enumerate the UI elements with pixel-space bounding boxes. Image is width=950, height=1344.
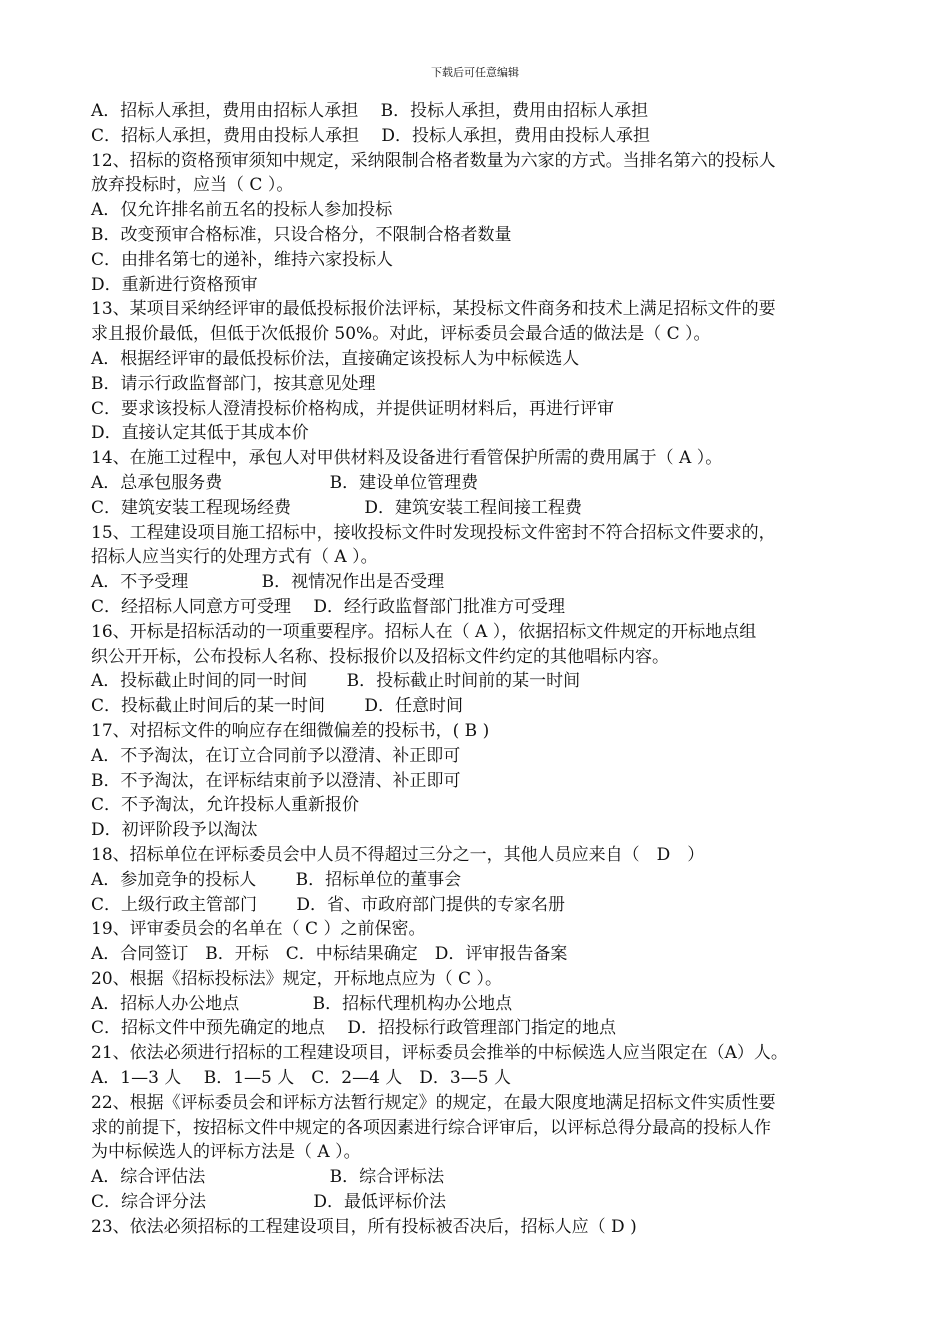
text-line: C．要求该投标人澄清投标价格构成，并提供证明材料后，再进行评审 — [91, 398, 615, 419]
text-line: 织公开开标，公布投标人名称、投标报价以及招标文件约定的其他唱标内容。 — [91, 646, 669, 667]
text-line: C．招标文件中预先确定的地点 D．招投标行政管理部门指定的地点 — [91, 1018, 617, 1039]
text-line: 放弃投标时，应当（ C ）。 — [91, 175, 294, 196]
text-line: A．不予淘汰，在订立合同前予以澄清、补正即可 — [91, 745, 461, 766]
page-header: 下载后可任意编辑 — [431, 66, 519, 79]
text-line: 19、评审委员会的名单在（ C ）之前保密。 — [91, 919, 426, 940]
text-line: A．根据经评审的最低投标价法，直接确定该投标人为中标候选人 — [91, 348, 580, 369]
text-line: A．投标截止时间的同一时间 B．投标截止时间前的某一时间 — [91, 671, 581, 692]
text-line: 20、根据《招标投标法》规定，开标地点应为（ C ）。 — [91, 968, 502, 989]
text-line: 求的前提下，按招标文件中规定的各项因素进行综合评审后，以评标总得分最高的投标人作 — [91, 1117, 771, 1138]
text-line: C．经招标人同意方可受理 D．经行政监督部门批准方可受理 — [91, 596, 566, 617]
text-line: A．参加竞争的投标人 B．招标单位的董事会 — [91, 869, 462, 890]
text-line: B．不予淘汰，在评标结束前予以澄清、补正即可 — [91, 770, 461, 791]
text-line: B．改变预审合格标准，只设合格分，不限制合格者数量 — [91, 224, 512, 245]
text-line: C．上级行政主管部门 D．省、市政府部门提供的专家名册 — [91, 894, 566, 915]
text-line: A．招标人办公地点 B．招标代理机构办公地点 — [91, 993, 513, 1014]
text-line: A．综合评估法 B．综合评标法 — [91, 1167, 445, 1188]
text-line: 招标人应当实行的处理方式有（ A ）。 — [91, 547, 378, 568]
text-line: A．招标人承担，费用由招标人承担 B．投标人承担，费用由招标人承担 — [91, 101, 649, 121]
text-line: 12、招标的资格预审须知中规定，采纳限制合格者数量为六家的方式。当排名第六的投标人 — [91, 150, 776, 171]
text-line: C．招标人承担，费用由投标人承担 D．投标人承担，费用由投标人承担 — [91, 125, 651, 146]
text-line: C．投标截止时间后的某一时间 D．任意时间 — [91, 696, 464, 717]
text-line: 14、在施工过程中，承包人对甲供材料及设备进行看管保护所需的费用属于（ A ）。 — [91, 448, 723, 469]
text-line: 求且报价最低，但低于次低报价 50%。对此，评标委员会最合适的做法是（ C ）。 — [91, 324, 711, 345]
text-line: A．不予受理 B．视情况作出是否受理 — [91, 572, 445, 593]
text-line: C．综合评分法 D．最低评标价法 — [91, 1192, 447, 1213]
text-line: C．由排名第七的递补，维持六家投标人 — [91, 249, 394, 270]
text-line: A．仅允许排名前五名的投标人参加投标 — [91, 200, 393, 221]
document-body — [91, 99, 871, 1240]
text-line: A．合同签订 B．开标 C．中标结果确定 D．评审报告备案 — [91, 944, 568, 965]
text-line: D．重新进行资格预审 — [91, 274, 258, 295]
text-line: 21、依法必须进行招标的工程建设项目，评标委员会推举的中标候选人应当限定在（A）人。 — [91, 1043, 788, 1064]
text-line: C．不予淘汰，允许投标人重新报价 — [91, 795, 360, 816]
text-line: A．1—3 人 B．1—5 人 C．2—4 人 D．3—5 人 — [91, 1068, 511, 1089]
text-line: B．请示行政监督部门，按其意见处理 — [91, 373, 376, 394]
text-line: 为中标候选人的评标方法是（ A ）。 — [91, 1142, 361, 1163]
text-line: 23、依法必须招标的工程建设项目，所有投标被否决后，招标人应（ D ) — [91, 1216, 637, 1237]
text-line: 17、对招标文件的响应存在细微偏差的投标书，( B ) — [91, 720, 490, 741]
text-line: D．直接认定其低于其成本价 — [91, 423, 309, 444]
text-line: 15、工程建设项目施工招标中，接收投标文件时发现投标文件密封不符合招标文件要求的， — [91, 522, 776, 543]
text-line: 13、某项目采纳经评审的最低投标报价法评标，某投标文件商务和技术上满足招标文件的要 — [91, 299, 776, 320]
text-line: 18、招标单位在评标委员会中人员不得超过三分之一，其他人员应来自（ D ） — [91, 844, 705, 865]
text-line: A．总承包服务费 B．建设单位管理费 — [91, 472, 479, 493]
text-line: 16、开标是招标活动的一项重要程序。招标人在（ A ），依据招标文件规定的开标地点组 — [91, 621, 757, 642]
text-line: 22、根据《评标委员会和评标方法暂行规定》的规定，在最大限度地满足招标文件实质性要 — [91, 1092, 776, 1113]
text-line: C．建筑安装工程现场经费 D．建筑安装工程间接工程费 — [91, 497, 583, 518]
text-line: D．初评阶段予以淘汰 — [91, 820, 258, 841]
